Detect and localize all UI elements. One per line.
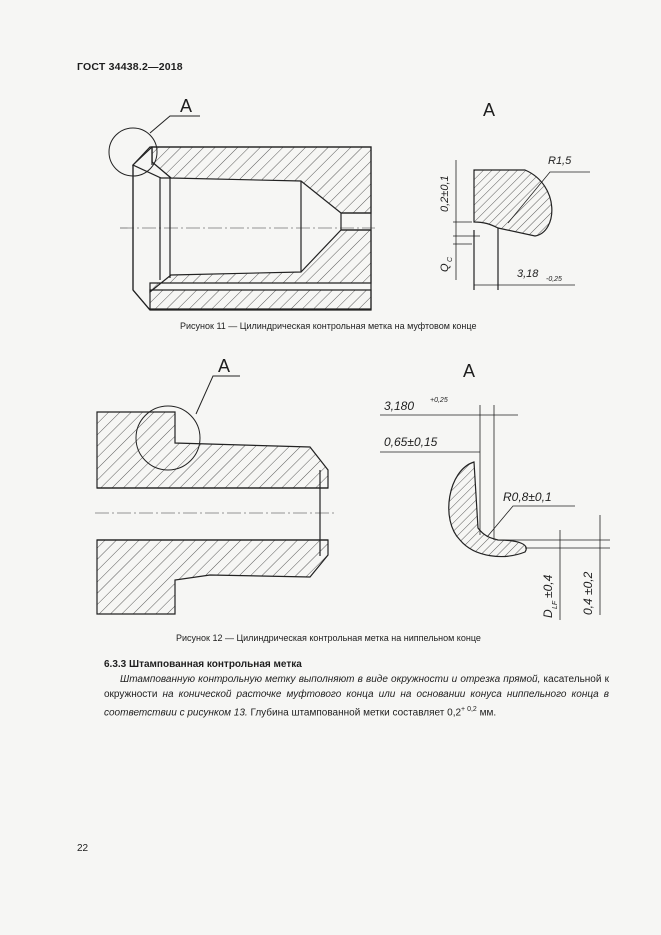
fig11-dim-qc: Q [439, 263, 451, 272]
document-header: ГОСТ 34438.2—2018 [77, 61, 183, 73]
fig11-callout-main: A [180, 96, 193, 116]
fig12-leader [196, 376, 240, 414]
fig11-dim-length: 3,18 [517, 268, 539, 280]
figure-11-caption: Рисунок 11 — Цилиндрическая контрольная метка на муфтовом конце [180, 321, 477, 331]
para-superscript: + 0,2 [461, 706, 477, 713]
figure-12-caption: Рисунок 12 — Цилиндрическая контрольная метка на ниппельном конце [176, 633, 481, 643]
fig11-leader [150, 116, 200, 133]
para-italic-2: на конической расточке муфтового конца или на основании конуса ниппельного конца в соответствии с рисунком 13. [104, 689, 609, 719]
page-number: 22 [77, 843, 89, 854]
para-regular-3: мм. [476, 707, 497, 719]
fig12-dim-dlf-tol: ±0,4 [541, 574, 555, 598]
fig11-dim-length-tol: -0,25 [546, 276, 562, 283]
fig11-dim-radius: R1,5 [548, 155, 572, 167]
fig12-detail-section [449, 462, 526, 556]
para-regular-1: касательной к окружности [104, 674, 610, 700]
fig11-coupling-section [133, 147, 371, 310]
section-title: 6.3.3 Штампованная контрольная метка [104, 659, 302, 670]
fig12-callout-main: A [218, 356, 231, 376]
section-paragraph [104, 672, 609, 720]
fig11-dim-qc-sub: C [447, 256, 454, 262]
fig12-dim-length-tol: +0,25 [430, 397, 448, 404]
para-regular-2: Глубина штампованной метки составляет 0,2 [247, 707, 462, 719]
fig12-dim-depth: 0,4 ±0,2 [581, 571, 595, 615]
fig12-dim-offset: 0,65±0,15 [384, 435, 438, 449]
fig12-callout-detail: A [463, 361, 476, 381]
para-italic-1: Штампованную контрольную метку выполняют в виде окружности и отрезка прямой, [120, 674, 541, 685]
fig11-detail-section [474, 170, 552, 290]
fig11-callout-detail: A [483, 100, 496, 120]
fig11-dim-chamfer: 0,2±0,1 [439, 175, 451, 212]
fig12-dim-dlf-sub: LF [552, 600, 559, 609]
fig12-dim-radius: R0,8±0,1 [503, 490, 552, 504]
fig12-dim-length: 3,180 [384, 399, 415, 413]
fig12-dim-dlf: D [541, 609, 555, 618]
